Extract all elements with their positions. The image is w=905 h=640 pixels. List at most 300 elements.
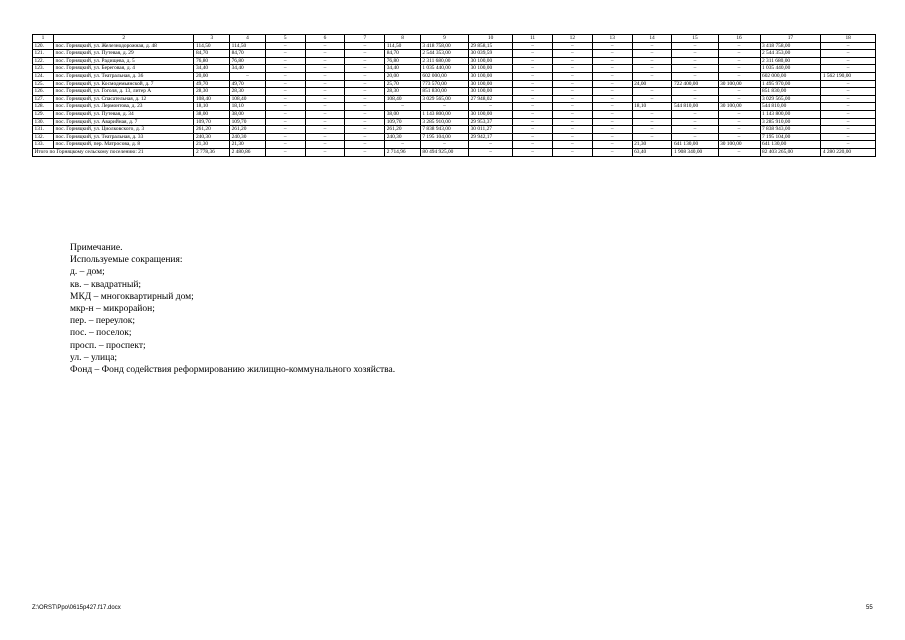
total-value-cell: 2 480,86 — [230, 148, 266, 156]
value-cell: 1 562 190,00 — [821, 72, 876, 80]
value-cell: – — [265, 50, 305, 58]
register-table — [32, 34, 876, 157]
value-cell: – — [592, 50, 632, 58]
value-cell: 20,00 — [385, 72, 421, 80]
value-cell: 30 011,27 — [469, 126, 513, 134]
value-cell: 30 100,00 — [718, 141, 760, 149]
value-cell: – — [718, 72, 760, 80]
row-number-cell: 129. — [33, 110, 54, 118]
value-cell: – — [265, 141, 305, 149]
value-cell: 1 143 800,00 — [420, 110, 468, 118]
value-cell: – — [513, 118, 553, 126]
address-cell: пос. Горняцкий, ул. Театральная, д. 36 — [53, 72, 194, 80]
table-row — [33, 118, 876, 126]
value-cell: – — [672, 133, 718, 141]
total-value-cell: 82 403 265,00 — [760, 148, 821, 156]
value-cell: – — [632, 118, 672, 126]
value-cell: 29 858,15 — [469, 42, 513, 50]
value-cell: 602 000,00 — [420, 72, 468, 80]
value-cell: – — [513, 88, 553, 96]
value-cell: – — [821, 88, 876, 96]
value-cell: 240,30 — [385, 133, 421, 141]
address-cell: пос. Горняцкий, ул. Путевая, д. 34 — [53, 110, 194, 118]
value-cell: – — [718, 88, 760, 96]
address-cell: пос. Горняцкий, ул. Циолковского, д. 3 — [53, 126, 194, 134]
column-header: 13 — [592, 35, 632, 43]
value-cell: – — [821, 65, 876, 73]
value-cell: 114,50 — [194, 42, 230, 50]
value-cell: 7 195 104,00 — [760, 133, 821, 141]
table-header-row — [33, 35, 876, 43]
value-cell: – — [672, 50, 718, 58]
value-cell: 108,40 — [385, 95, 421, 103]
value-cell: 3 285 910,00 — [420, 118, 468, 126]
value-cell: – — [592, 88, 632, 96]
value-cell: – — [345, 103, 385, 111]
column-header: 14 — [632, 35, 672, 43]
value-cell: – — [672, 95, 718, 103]
value-cell: 261,20 — [385, 126, 421, 134]
row-number-cell: 130. — [33, 118, 54, 126]
value-cell: 18,10 — [632, 103, 672, 111]
address-cell: пос. Горняцкий, ул. Аварийная, д. 7 — [53, 118, 194, 126]
value-cell: – — [305, 103, 345, 111]
value-cell: 261,20 — [194, 126, 230, 134]
value-cell: – — [265, 72, 305, 80]
column-header: 4 — [230, 35, 266, 43]
value-cell: – — [552, 133, 592, 141]
column-header: 9 — [420, 35, 468, 43]
value-cell: – — [672, 65, 718, 73]
total-value-cell: – — [469, 148, 513, 156]
value-cell: – — [718, 95, 760, 103]
total-value-cell: 2 778,36 — [194, 148, 230, 156]
value-cell: 2 311 680,00 — [420, 57, 468, 65]
table-row — [33, 141, 876, 149]
abbr-prosp: просп. – проспект; — [70, 340, 146, 351]
value-cell: – — [345, 133, 385, 141]
value-cell: – — [345, 50, 385, 58]
value-cell: – — [513, 50, 553, 58]
row-number-cell: 123. — [33, 65, 54, 73]
address-cell: пос. Горняцкий, ул. Космодемьянской, д. 7 — [53, 80, 194, 88]
value-cell: – — [592, 95, 632, 103]
value-cell: – — [345, 88, 385, 96]
total-value-cell: – — [305, 148, 345, 156]
value-cell: – — [513, 72, 553, 80]
value-cell: – — [632, 88, 672, 96]
value-cell: – — [345, 72, 385, 80]
abbr-pos: пос. – поселок; — [70, 328, 132, 339]
value-cell: – — [265, 57, 305, 65]
value-cell: – — [420, 103, 468, 111]
value-cell: 851 830,00 — [760, 88, 821, 96]
row-number-cell: 133. — [33, 141, 54, 149]
value-cell: – — [592, 57, 632, 65]
value-cell: – — [552, 65, 592, 73]
value-cell: 30 100,00 — [718, 103, 760, 111]
value-cell: – — [672, 72, 718, 80]
value-cell: 28,30 — [230, 88, 266, 96]
value-cell: – — [513, 110, 553, 118]
value-cell: – — [552, 118, 592, 126]
value-cell: 49,70 — [194, 80, 230, 88]
value-cell: – — [718, 110, 760, 118]
column-header: 7 — [345, 35, 385, 43]
value-cell: – — [385, 141, 421, 149]
table-row — [33, 103, 876, 111]
value-cell: – — [632, 72, 672, 80]
total-value-cell: 63,40 — [632, 148, 672, 156]
value-cell: 30 100,00 — [469, 57, 513, 65]
value-cell: 30 100,00 — [469, 110, 513, 118]
value-cell: – — [592, 141, 632, 149]
value-cell: – — [672, 126, 718, 134]
value-cell: – — [305, 141, 345, 149]
value-cell: – — [385, 103, 421, 111]
value-cell: – — [305, 42, 345, 50]
value-cell: – — [265, 118, 305, 126]
row-number-cell: 120. — [33, 42, 54, 50]
total-row — [33, 148, 876, 156]
value-cell: – — [345, 57, 385, 65]
value-cell: – — [718, 126, 760, 134]
value-cell: – — [345, 110, 385, 118]
value-cell: 1 143 800,00 — [760, 110, 821, 118]
value-cell: – — [265, 103, 305, 111]
value-cell: 76,80 — [194, 57, 230, 65]
value-cell: – — [672, 110, 718, 118]
value-cell: 240,30 — [230, 133, 266, 141]
value-cell: – — [265, 80, 305, 88]
abbr-dom: д. – дом; — [70, 267, 105, 278]
value-cell: – — [420, 141, 468, 149]
column-header: 1 — [33, 35, 54, 43]
table-row — [33, 50, 876, 58]
table-row — [33, 65, 876, 73]
value-cell: – — [513, 126, 553, 134]
value-cell: 114,50 — [230, 42, 266, 50]
value-cell: 18,10 — [230, 103, 266, 111]
value-cell: – — [552, 50, 592, 58]
value-cell: 18,10 — [194, 103, 230, 111]
value-cell: 7 195 104,00 — [420, 133, 468, 141]
row-number-cell: 125. — [33, 80, 54, 88]
value-cell: – — [552, 88, 592, 96]
address-cell: пос. Горняцкий, ул. Радищева, д. 5 — [53, 57, 194, 65]
value-cell: – — [265, 65, 305, 73]
value-cell: 30 100,00 — [469, 65, 513, 73]
abbr-kv: кв. – квадратный; — [70, 279, 142, 290]
value-cell: – — [821, 110, 876, 118]
value-cell: 108,40 — [194, 95, 230, 103]
value-cell: – — [345, 80, 385, 88]
abbr-mkrn: мкр-н – микрорайон; — [70, 304, 155, 315]
value-cell: 851 830,00 — [420, 88, 468, 96]
value-cell: – — [345, 42, 385, 50]
value-cell: – — [305, 88, 345, 96]
row-number-cell: 126. — [33, 88, 54, 96]
value-cell: 7 838 943,00 — [760, 126, 821, 134]
table-row — [33, 88, 876, 96]
value-cell: – — [821, 133, 876, 141]
column-header: 12 — [552, 35, 592, 43]
total-value-cell: 4 280 220,00 — [821, 148, 876, 156]
total-value-cell: 80 494 925,00 — [420, 148, 468, 156]
column-header: 3 — [194, 35, 230, 43]
value-cell: 84,70 — [385, 50, 421, 58]
value-cell: – — [632, 95, 672, 103]
value-cell: – — [718, 57, 760, 65]
total-value-cell: – — [552, 148, 592, 156]
value-cell: – — [513, 42, 553, 50]
value-cell: – — [513, 80, 553, 88]
value-cell: – — [552, 103, 592, 111]
value-cell: 34,40 — [385, 65, 421, 73]
column-header: 2 — [53, 35, 194, 43]
value-cell: – — [305, 126, 345, 134]
value-cell: – — [552, 42, 592, 50]
table-row — [33, 80, 876, 88]
value-cell: – — [718, 118, 760, 126]
value-cell: 28,30 — [385, 88, 421, 96]
table-row — [33, 57, 876, 65]
value-cell: – — [821, 103, 876, 111]
value-cell: 30 039,59 — [469, 50, 513, 58]
value-cell: – — [265, 133, 305, 141]
value-cell: 20,00 — [194, 72, 230, 80]
value-cell: – — [345, 118, 385, 126]
notes-block — [70, 242, 395, 376]
value-cell: – — [513, 65, 553, 73]
value-cell: – — [632, 50, 672, 58]
value-cell: 21,30 — [230, 141, 266, 149]
value-cell: 30 100,00 — [469, 72, 513, 80]
value-cell: – — [469, 103, 513, 111]
value-cell: – — [305, 95, 345, 103]
value-cell: 38,00 — [385, 110, 421, 118]
column-header: 10 — [469, 35, 513, 43]
value-cell: – — [592, 133, 632, 141]
value-cell: – — [265, 126, 305, 134]
value-cell: 544 810,00 — [672, 103, 718, 111]
value-cell: – — [821, 126, 876, 134]
value-cell: 2 311 680,00 — [760, 57, 821, 65]
column-header: 15 — [672, 35, 718, 43]
value-cell: – — [305, 133, 345, 141]
value-cell: – — [632, 126, 672, 134]
value-cell: – — [513, 103, 553, 111]
value-cell: 34,40 — [230, 65, 266, 73]
value-cell: 25,70 — [385, 80, 421, 88]
column-header: 8 — [385, 35, 421, 43]
value-cell: – — [265, 95, 305, 103]
column-header: 18 — [821, 35, 876, 43]
value-cell: – — [718, 50, 760, 58]
value-cell: – — [345, 95, 385, 103]
column-header: 5 — [265, 35, 305, 43]
value-cell: – — [305, 80, 345, 88]
value-cell: – — [305, 118, 345, 126]
value-cell: – — [345, 126, 385, 134]
table-body — [33, 42, 876, 156]
value-cell: – — [718, 42, 760, 50]
page-number: 55 — [866, 605, 873, 611]
value-cell: – — [305, 57, 345, 65]
value-cell: – — [718, 133, 760, 141]
value-cell: – — [552, 57, 592, 65]
value-cell: 773 570,00 — [420, 80, 468, 88]
value-cell: – — [821, 57, 876, 65]
value-cell: – — [345, 65, 385, 73]
value-cell: – — [821, 50, 876, 58]
column-header: 11 — [513, 35, 553, 43]
value-cell: 84,70 — [194, 50, 230, 58]
abbr-fond: Фонд – Фонд содействия реформированию жилищно-коммунального хозяйства. — [70, 365, 396, 376]
value-cell: – — [265, 42, 305, 50]
value-cell: – — [305, 110, 345, 118]
value-cell: 84,70 — [230, 50, 266, 58]
value-cell: – — [592, 42, 632, 50]
value-cell: 109,70 — [230, 118, 266, 126]
value-cell: 38,00 — [194, 110, 230, 118]
value-cell: – — [592, 110, 632, 118]
address-cell: пос. Горняцкий, ул. Театральная, д. 33 — [53, 133, 194, 141]
row-number-cell: 132. — [33, 133, 54, 141]
value-cell: 240,30 — [194, 133, 230, 141]
column-header: 17 — [760, 35, 821, 43]
value-cell: 30 100,00 — [469, 88, 513, 96]
table-row — [33, 95, 876, 103]
value-cell: 1 035 440,00 — [420, 65, 468, 73]
table-row — [33, 42, 876, 50]
value-cell: – — [718, 65, 760, 73]
value-cell: 3 418 758,00 — [760, 42, 821, 50]
value-cell: – — [592, 126, 632, 134]
value-cell: – — [552, 126, 592, 134]
value-cell: – — [672, 88, 718, 96]
register-table-container — [32, 34, 876, 157]
value-cell: – — [821, 42, 876, 50]
value-cell: 30 100,00 — [469, 80, 513, 88]
value-cell: 114,50 — [385, 42, 421, 50]
value-cell: – — [592, 118, 632, 126]
column-header: 6 — [305, 35, 345, 43]
value-cell: 24,00 — [632, 80, 672, 88]
address-cell: пос. Горняцкий, ул. Береговая, д. 4 — [53, 65, 194, 73]
row-number-cell: 127. — [33, 95, 54, 103]
abbr-mkd: МКД – многоквартирный дом; — [70, 291, 194, 302]
total-value-cell: 2 714,96 — [385, 148, 421, 156]
address-cell: пос. Горняцкий, ул. Лермонтова, д. 23 — [53, 103, 194, 111]
value-cell: – — [632, 133, 672, 141]
row-number-cell: 122. — [33, 57, 54, 65]
footer-file-path: Z:\ORST\Ppo\0615p427.f17.docx — [32, 605, 121, 611]
value-cell: – — [821, 118, 876, 126]
address-cell: пос. Горняцкий, ул. Железнодорожная, д. 48 — [53, 42, 194, 50]
value-cell: 2 544 353,00 — [760, 50, 821, 58]
value-cell: – — [345, 141, 385, 149]
value-cell: 21,30 — [194, 141, 230, 149]
value-cell: 109,70 — [194, 118, 230, 126]
value-cell: 76,80 — [385, 57, 421, 65]
total-value-cell: – — [718, 148, 760, 156]
value-cell: 29 953,37 — [469, 118, 513, 126]
value-cell: – — [552, 72, 592, 80]
row-number-cell: 128. — [33, 103, 54, 111]
value-cell: 21,30 — [632, 141, 672, 149]
value-cell: 544 810,00 — [760, 103, 821, 111]
table-row — [33, 110, 876, 118]
value-cell: 108,40 — [230, 95, 266, 103]
value-cell: – — [672, 118, 718, 126]
value-cell: – — [513, 133, 553, 141]
address-cell: пос. Горняцкий, пер. Матросова, д. 8 — [53, 141, 194, 149]
value-cell: – — [265, 110, 305, 118]
value-cell: – — [469, 141, 513, 149]
value-cell: 2 544 353,00 — [420, 50, 468, 58]
value-cell: 1 495 970,00 — [760, 80, 821, 88]
value-cell: – — [305, 72, 345, 80]
value-cell: – — [821, 80, 876, 88]
value-cell: – — [632, 42, 672, 50]
value-cell: – — [513, 141, 553, 149]
table-row — [33, 72, 876, 80]
value-cell: 602 000,00 — [760, 72, 821, 80]
total-value-cell: – — [345, 148, 385, 156]
value-cell: 38,00 — [230, 110, 266, 118]
notes-subtitle: Используемые сокращения: — [70, 255, 183, 266]
total-value-cell: 1 908 340,00 — [672, 148, 718, 156]
address-cell: пос. Горняцкий, ул. Путевая, д. 29 — [53, 50, 194, 58]
notes-title: Примечание. — [70, 243, 123, 253]
value-cell: – — [513, 57, 553, 65]
value-cell: 3 029 565,00 — [420, 95, 468, 103]
value-cell: – — [230, 72, 266, 80]
value-cell: – — [592, 65, 632, 73]
total-value-cell: – — [592, 148, 632, 156]
value-cell: – — [305, 50, 345, 58]
value-cell: 29 942,17 — [469, 133, 513, 141]
value-cell: 7 838 943,00 — [420, 126, 468, 134]
abbr-per: пер. – переулок; — [70, 316, 136, 327]
value-cell: – — [592, 103, 632, 111]
column-header: 16 — [718, 35, 760, 43]
value-cell: 34,40 — [194, 65, 230, 73]
value-cell: 261,20 — [230, 126, 266, 134]
value-cell: 722 400,00 — [672, 80, 718, 88]
value-cell: 27 948,02 — [469, 95, 513, 103]
value-cell: – — [552, 110, 592, 118]
value-cell: – — [632, 57, 672, 65]
value-cell: – — [265, 88, 305, 96]
value-cell: – — [552, 80, 592, 88]
value-cell: – — [513, 95, 553, 103]
value-cell: 641 130,00 — [672, 141, 718, 149]
total-value-cell: – — [513, 148, 553, 156]
value-cell: 28,30 — [194, 88, 230, 96]
abbr-ul: ул. – улица; — [70, 352, 118, 363]
value-cell: 3 029 565,00 — [760, 95, 821, 103]
value-cell: – — [632, 110, 672, 118]
address-cell: пос. Горняцкий, ул. Спасательная, д. 12 — [53, 95, 194, 103]
value-cell: 3 285 910,00 — [760, 118, 821, 126]
total-label-cell: Итого по Горняцкому сельскому поселению: 21 — [33, 148, 194, 156]
value-cell: 3 418 758,00 — [420, 42, 468, 50]
value-cell: – — [592, 80, 632, 88]
table-row — [33, 133, 876, 141]
row-number-cell: 124. — [33, 72, 54, 80]
